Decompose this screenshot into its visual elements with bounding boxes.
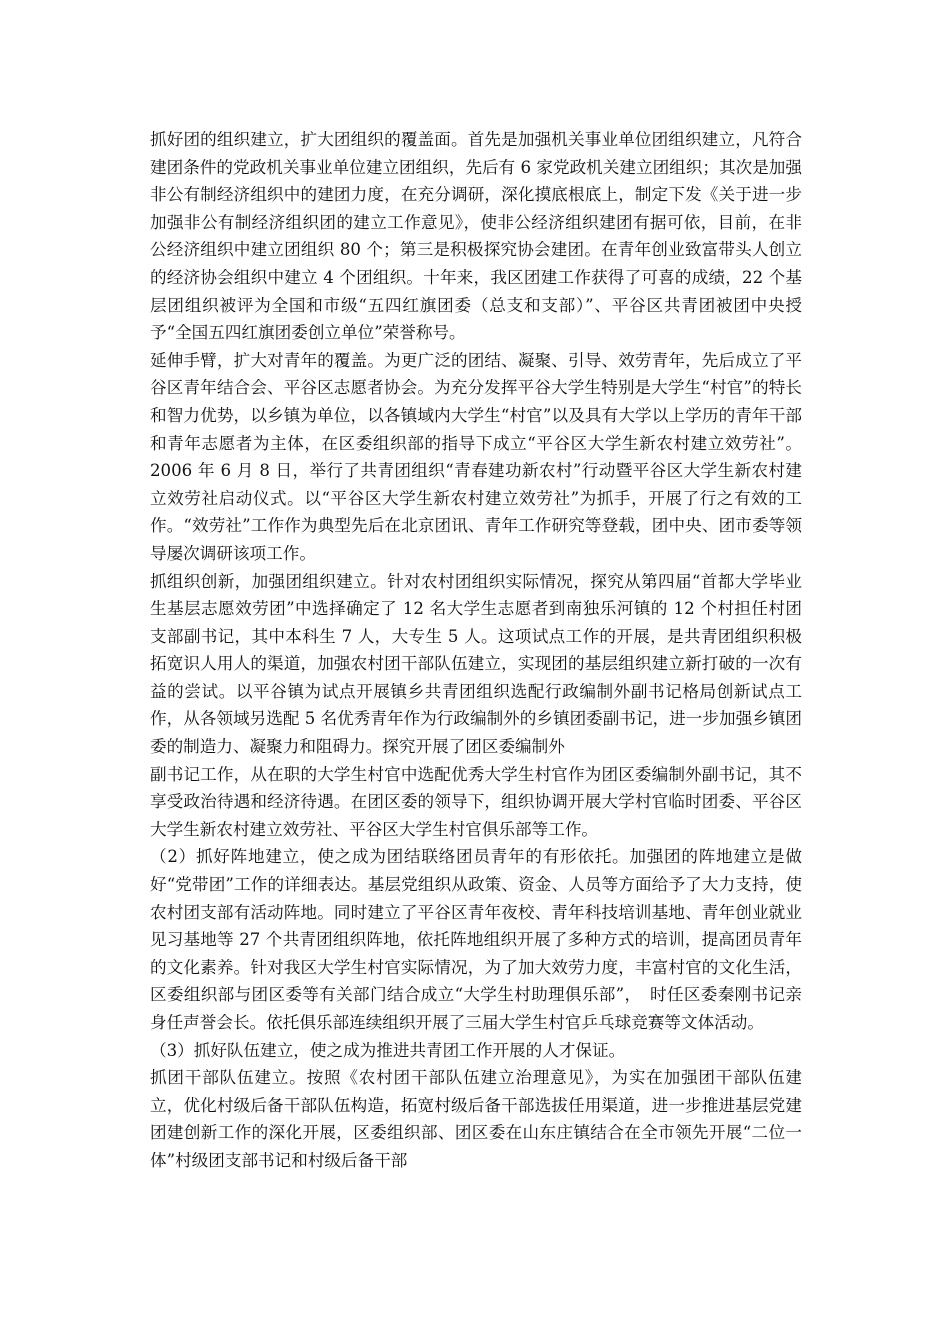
paragraph-org-building: 抓好团的组织建立，扩大团组织的覆盖面。首先是加强机关事业单位团组织建立，凡符合建团条件的党政机关事业单位建立团组织，先后有 6 家党政机关建立团组织；其次是加强非公有制经济组织中的建团力度，在充分调研，深化摸底根底上，制定下发《关于进一步加强非公有制经济组织团的建立工作意见》，使非公经济组织建团有据可依，目前，在非公经济组织中建立团组织 80 个；第三是积极探究协会建团。在青年创业致富带头人创立的经济协会组织中建立 4 个团组织。十年来，我区团建工作获得了可喜的成绩，22 个基层团组织被评为全国和市级“五四红旗团委（总支和支部）”、平谷区共青团被团中央授予“全国五四红旗团委创立单位”荣誉称号。 <box>150 130 802 343</box>
paragraph-org-innovation: 抓组织创新，加强团组织建立。针对农村团组织实际情况，探究从第四届“首都大学毕业生基层志愿效劳团”中选择确定了 12 名大学生志愿者到南独乐河镇的 12 个村担任村团支部副书记，其中本科生 7 人，大专生 5 人。这项试点工作的开展，是共青团组织积极拓宽识人用人的渠道，加强农村团干部队伍建立，实现团的基层组织建立新打破的一次有益的尝试。以平谷镇为试点开展镇乡共青团组织选配行政编制外副书记格局创新试点工作，从各领域另选配 5 名优秀青年作为行政编制外的乡镇团委副书记，进一步加强乡镇团委的制造力、凝聚力和阻碍力。探究开展了团区委编制外 <box>150 571 802 757</box>
paragraph-position-building: （2）抓好阵地建立，使之成为团结联络团员青年的有形依托。加强团的阵地建立是做好“党带团”工作的详细表达。基层党组织从政策、资金、人员等方面给予了大力支持，使农村团支部有活动阵地。同时建立了平谷区青年夜校、青年科技培训基地、青年创业就业见习基地等 27 个共青团组织阵地，依托阵地组织开展了多种方式的培训，提高团员青年的文化素养。针对我区大学生村官实际情况，为了加大效劳力度，丰富村官的文化生活，区委组织部与团区委等有关部门结合成立“大学生村助理俱乐部”， 时任区委秦刚书记亲身任声誉会长。依托俱乐部连续组织开展了三届大学生村官乒乓球竞赛等文体活动。 <box>150 847 802 1032</box>
document-body <box>150 126 802 1175</box>
paragraph-youth-coverage: 延伸手臂，扩大对青年的覆盖。为更广泛的团结、凝聚、引导、效劳青年，先后成立了平谷区青年结合会、平谷区志愿者协会。为充分发挥平谷大学生特别是大学生“村官”的特长和智力优势，以乡镇为单位，以各镇域内大学生“村官”以及具有大学以上学历的青年干部和青年志愿者为主体，在区委组织部的指导下成立“平谷区大学生新农村建立效劳社”。2006 年 6 月 8 日，举行了共青团组织“青春建功新农村”行动暨平谷区大学生新农村建立效劳社启动仪式。以“平谷区大学生新农村建立效劳社”为抓手，开展了行之有效的工作。“效劳社”工作作为典型先后在北京团讯、青年工作研究等登载，团中央、团市委等领导屡次调研该项工作。 <box>150 350 802 563</box>
paragraph-team-building-heading: （3）抓好队伍建立，使之成为推进共青团工作开展的人才保证。 <box>150 1040 626 1060</box>
paragraph-deputy-secretary: 副书记工作，从在职的大学生村官中选配优秀大学生村官作为团区委编制外副书记，其不享受政治待遇和经济待遇。在团区委的领导下，组织协调开展大学村官临时团委、平谷区大学生新农村建立效劳社、平谷区大学生村官俱乐部等工作。 <box>150 764 802 839</box>
paragraph-cadre-team: 抓团干部队伍建立。按照《农村团干部队伍建立治理意见》，为实在加强团干部队伍建立，优化村级后备干部队伍构造，拓宽村级后备干部选拔任用渠道，进一步推进基层党建团建创新工作的深化开展，区委组织部、团区委在山东庄镇结合在全市领先开展“二位一体”村级团支部书记和村级后备干部 <box>150 1068 802 1170</box>
